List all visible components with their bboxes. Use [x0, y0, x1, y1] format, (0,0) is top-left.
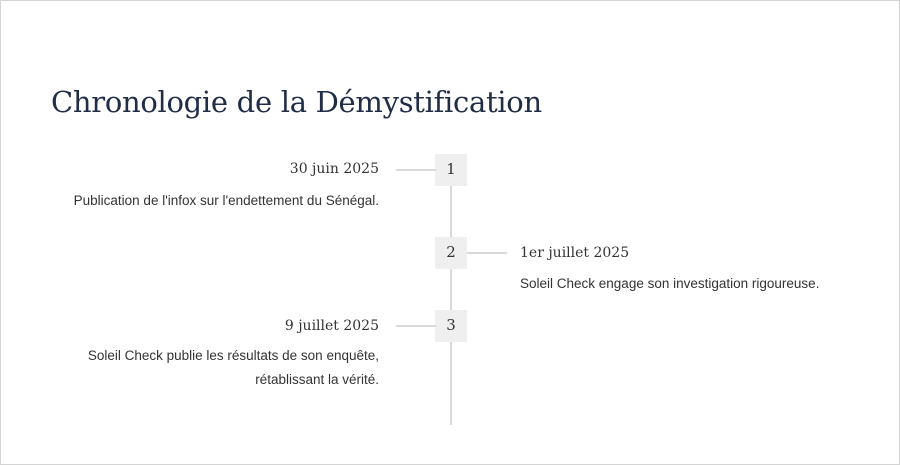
timeline-event-2-date: 1er juillet 2025 [520, 245, 630, 261]
timeline-step-3-marker: 3 [435, 310, 467, 342]
timeline-event-1-date: 30 juin 2025 [289, 161, 379, 177]
timeline-connector-2 [467, 252, 507, 254]
timeline-step-2-marker: 2 [435, 237, 467, 269]
timeline-connector-3 [396, 325, 436, 327]
timeline-event-3-date: 9 juillet 2025 [284, 318, 379, 334]
timeline-connector-1 [396, 169, 436, 171]
page-title: Chronologie de la Démystification [51, 85, 542, 119]
timeline-event-3-description [19, 344, 379, 392]
timeline-axis [450, 169, 452, 425]
timeline-step-1-marker: 1 [435, 154, 467, 186]
timeline-event-3-description-line-1: Soleil Check publie les résultats de son enquête, [87, 348, 379, 363]
timeline-event-3-description-line-2: rétablissant la vérité. [255, 372, 379, 387]
timeline-event-2-description: Soleil Check engage son investigation rigoureuse. [520, 276, 820, 291]
timeline-event-1-description: Publication de l'infox sur l'endettement du Sénégal. [73, 193, 379, 208]
